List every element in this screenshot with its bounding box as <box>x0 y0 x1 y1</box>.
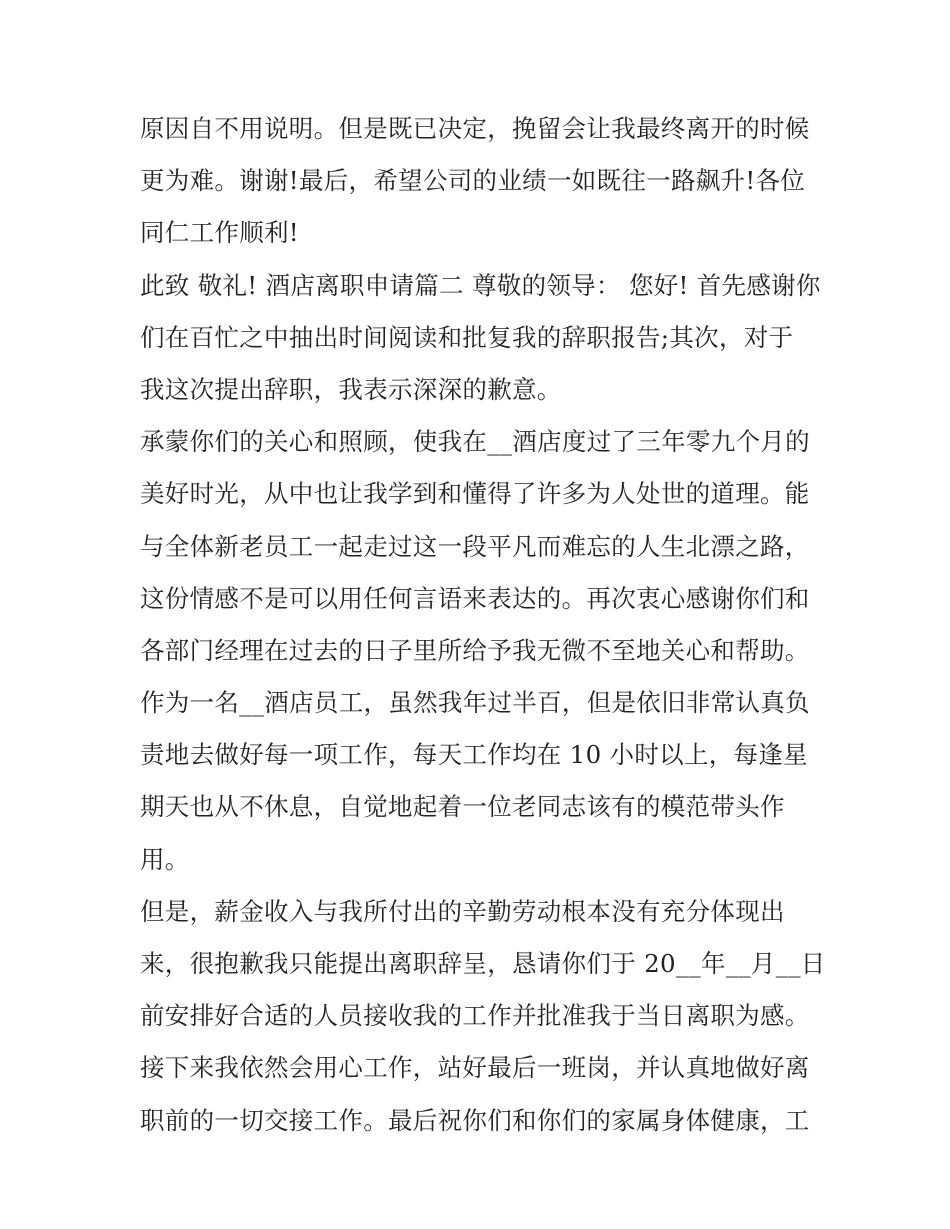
text-line: 更为难。谢谢!最后，希望公司的业绩一如既往一路飙升!各位 <box>140 166 806 196</box>
text-line: 接下来我依然会用心工作，站好最后一班岗，并认真地做好离 <box>140 1053 810 1083</box>
text-line: 各部门经理在过去的日子里所给予我无微不至地关心和帮助。 <box>140 635 810 665</box>
text-line: 期天也从不休息，自觉地起着一位老同志该有的模范带头作 <box>140 792 785 822</box>
text-line: 来，很抱歉我只能提出离职辞呈，恳请你们于 20__年__月__日 <box>140 949 826 978</box>
text-line: 们在百忙之中抽出时间阅读和批复我的辞职报告;其次，对于 <box>140 322 794 352</box>
text-line: 我这次提出辞职，我表示深深的歉意。 <box>140 374 562 404</box>
body-text <box>140 103 826 1147</box>
text-line: 同仁工作顺利! <box>140 218 299 248</box>
text-line: 此致 敬礼! 酒店离职申请篇二 尊敬的领导： 您好! 首先感谢你 <box>140 270 821 300</box>
text-line: 职前的一切交接工作。最后祝你们和你们的家属身体健康，工 <box>140 1105 810 1135</box>
text-line: 承蒙你们的关心和照顾，使我在__酒店度过了三年零九个月的 <box>140 427 810 457</box>
text-line: 美好时光，从中也让我学到和懂得了许多为人处世的道理。能 <box>140 479 810 509</box>
text-line: 这份情感不是可以用任何言语来表达的。再次衷心感谢你们和 <box>140 583 810 613</box>
text-line: 作为一名__酒店员工，虽然我年过半百，但是依旧非常认真负 <box>140 688 810 718</box>
text-line: 前安排好合适的人员接收我的工作并批准我于当日离职为感。 <box>140 1001 810 1031</box>
text-line: 与全体新老员工一起走过这一段平凡而难忘的人生北漂之路， <box>140 531 810 561</box>
text-line: 原因自不用说明。但是既已决定，挽留会让我最终离开的时候 <box>140 114 810 143</box>
text-line: 用。 <box>140 844 190 874</box>
text-line: 但是，薪金收入与我所付出的辛勤劳动根本没有充分体现出 <box>140 896 785 926</box>
text-line: 责地去做好每一项工作，每天工作均在 10 小时以上，每逢星 <box>140 740 808 770</box>
